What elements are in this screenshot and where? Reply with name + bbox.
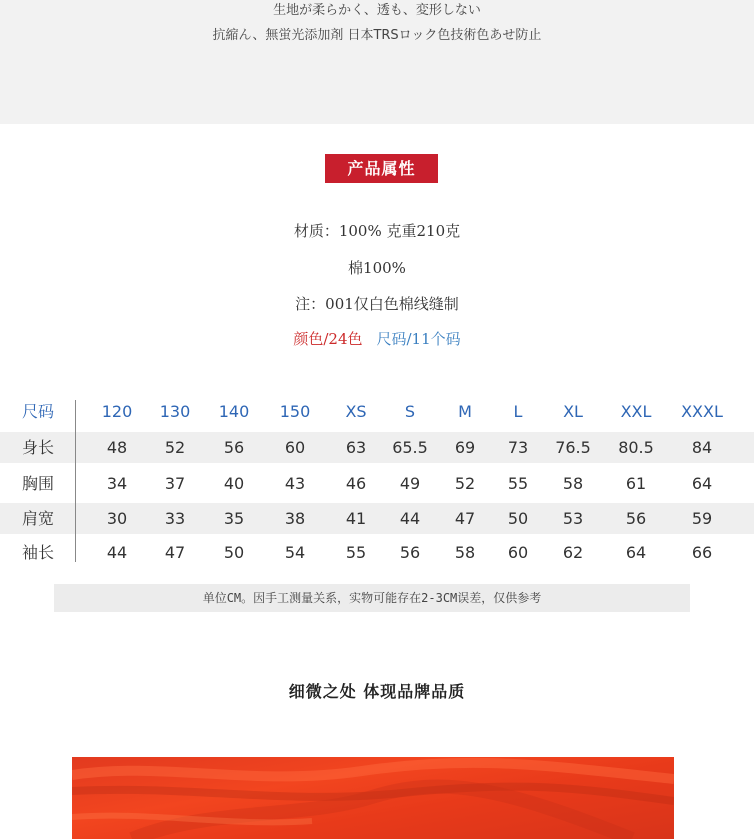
spec-color-size — [0, 328, 754, 349]
spec-material: 材质：100% 克重210克 — [293, 222, 461, 240]
size-row — [0, 503, 754, 534]
measurement-cell: 76.5 — [555, 438, 591, 457]
size-row — [0, 468, 754, 499]
size-header-cell: 140 — [218, 402, 250, 421]
measurement-cell: 54 — [284, 543, 306, 562]
measurement-cell: 50 — [223, 543, 245, 562]
spec-thread-note: 注：001仅白色棉线缝制 — [295, 295, 459, 313]
measurement-cell: 69 — [454, 438, 476, 457]
measurement-cell: 63 — [345, 438, 367, 457]
size-header-cell: 130 — [159, 402, 191, 421]
measurement-cell: 38 — [284, 509, 306, 528]
detail-title: 细微之处 体现品牌品质 — [288, 682, 466, 701]
size-row — [0, 537, 754, 568]
measurement-cell: 40 — [223, 474, 245, 493]
measurement-label: 袖长 — [21, 543, 54, 562]
measurement-cell: 61 — [625, 474, 647, 493]
measurement-cell: 58 — [562, 474, 584, 493]
measurement-cell: 66 — [691, 543, 713, 562]
measurement-cell: 46 — [345, 474, 367, 493]
measurement-cell: 56 — [223, 438, 245, 457]
measurement-cell: 44 — [106, 543, 128, 562]
measurement-cell: 35 — [223, 509, 245, 528]
size-header-cell: L — [513, 402, 523, 421]
measurement-cell: 49 — [399, 474, 421, 493]
measurement-cell: 52 — [454, 474, 476, 493]
measurement-cell: 58 — [454, 543, 476, 562]
size-header-cell: M — [458, 402, 472, 421]
measurement-cell: 65.5 — [392, 438, 428, 457]
measurement-cell: 64 — [691, 474, 713, 493]
size-header-row — [0, 396, 754, 427]
size-count: 尺码/11个码 — [376, 330, 461, 348]
measurement-note: 单位CM。因手工测量关系，实物可能存在2-3CM误差，仅供参考 — [54, 584, 690, 612]
measurement-cell: 60 — [507, 543, 529, 562]
size-header-cell: 150 — [279, 402, 311, 421]
size-header-label: 尺码 — [21, 402, 54, 421]
measurement-cell: 56 — [399, 543, 421, 562]
measurement-cell: 33 — [164, 509, 186, 528]
measurement-cell: 44 — [399, 509, 421, 528]
measurement-cell: 50 — [507, 509, 529, 528]
measurement-cell: 43 — [284, 474, 306, 493]
size-row — [0, 432, 754, 463]
fabric-photo — [72, 757, 674, 839]
measurement-cell: 55 — [345, 543, 367, 562]
size-header-cell: 120 — [101, 402, 133, 421]
measurement-cell: 60 — [284, 438, 306, 457]
measurement-cell: 84 — [691, 438, 713, 457]
measurement-cell: 56 — [625, 509, 647, 528]
size-header-cell: XXL — [620, 402, 652, 421]
measurement-cell: 41 — [345, 509, 367, 528]
measurement-cell: 53 — [562, 509, 584, 528]
measurement-cell: 47 — [454, 509, 476, 528]
product-attributes-badge: 产品属性 — [325, 154, 438, 183]
color-count: 颜色/24色 — [293, 330, 363, 348]
intro-line-1: 生地が柔らかく、透も、変形しない — [273, 3, 481, 18]
measurement-cell: 37 — [164, 474, 186, 493]
measurement-cell: 73 — [507, 438, 529, 457]
size-header-cell: S — [404, 402, 416, 421]
measurement-cell: 64 — [625, 543, 647, 562]
table-divider — [75, 400, 76, 562]
measurement-cell: 30 — [106, 509, 128, 528]
measurement-cell: 52 — [164, 438, 186, 457]
fabric-folds — [72, 757, 674, 839]
measurement-cell: 62 — [562, 543, 584, 562]
size-header-cell: XS — [345, 402, 367, 421]
size-header-cell: XXXL — [681, 402, 723, 421]
measurement-label: 肩宽 — [21, 509, 54, 528]
size-header-cell: XL — [563, 402, 583, 421]
measurement-cell: 47 — [164, 543, 186, 562]
intro-line-2: 抗縮ん、無蛍光添加剤 日本TRSロック色技術色あせ防止 — [212, 28, 542, 43]
measurement-cell: 80.5 — [618, 438, 654, 457]
measurement-label: 胸围 — [21, 474, 54, 493]
measurement-cell: 48 — [106, 438, 128, 457]
intro-band — [0, 0, 754, 124]
measurement-cell: 34 — [106, 474, 128, 493]
measurement-label: 身长 — [21, 438, 54, 457]
measurement-cell: 55 — [507, 474, 529, 493]
measurement-cell: 59 — [691, 509, 713, 528]
spec-cotton: 棉100% — [348, 259, 406, 277]
